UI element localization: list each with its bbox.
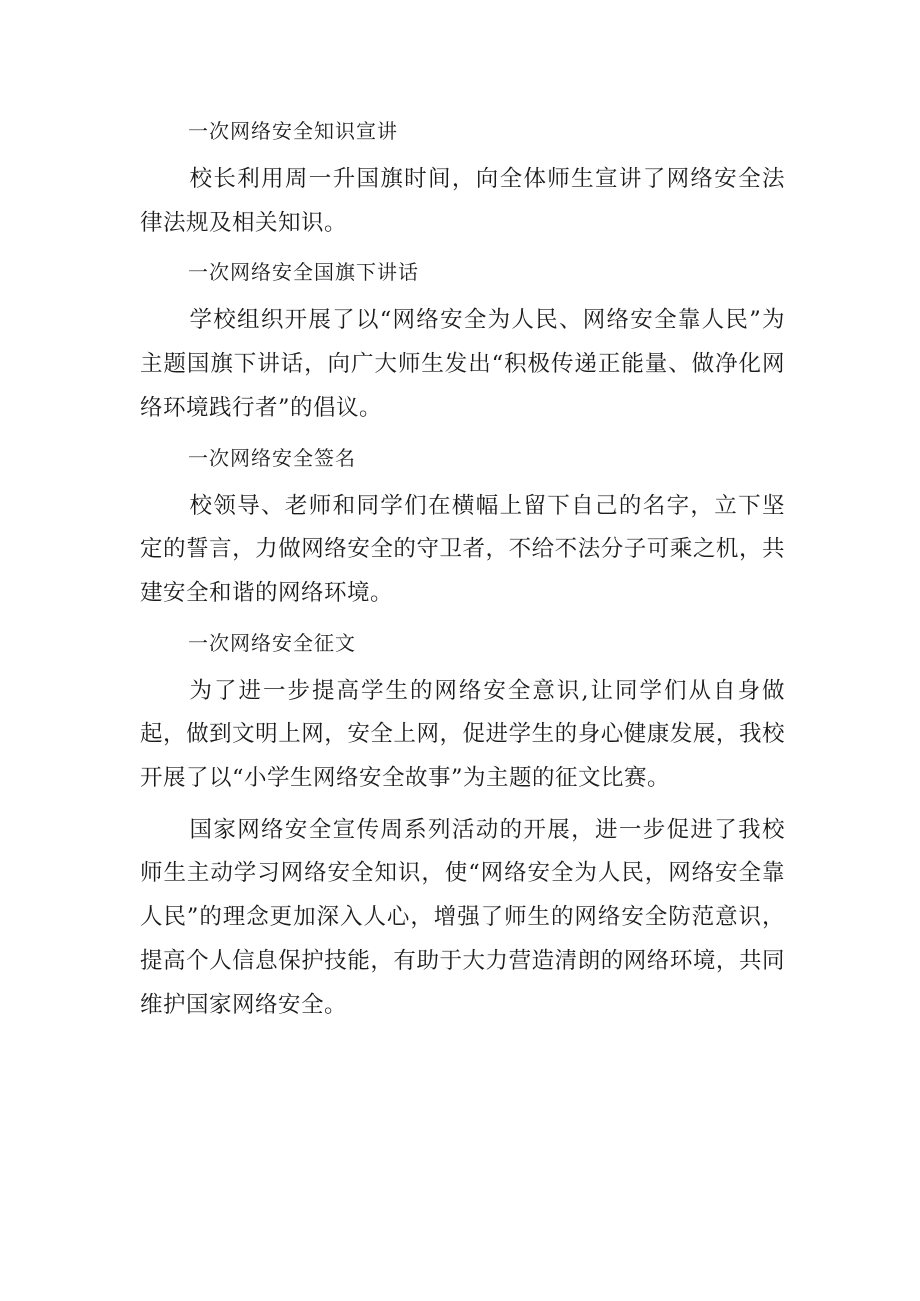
section-body: 校领导、老师和同学们在横幅上留下自己的名字，立下坚定的誓言，力做网络安全的守卫者，不给不法分子可乘之机，共建安全和谐的网络环境。 (140, 492, 785, 606)
section-heading: 一次网络安全国旗下讲话 (188, 260, 419, 285)
section-heading: 一次网络安全知识宣讲 (188, 119, 398, 143)
section-body: 为了进一步提高学生的网络安全意识,让同学们从自身做起，做到文明上网，安全上网，促进学生的身心健康发展，我校开展了以“小学生网络安全故事”为主题的征文比赛。 (140, 677, 785, 792)
section-heading: 一次网络安全签名 (188, 445, 356, 470)
section-body: 学校组织开展了以“网络安全为人民、网络安全靠人民”为主题国旗下讲话，向广大师生发出“积极传递正能量、做净化网络环境践行者”的倡议。 (140, 307, 785, 421)
document-page (140, 112, 785, 1035)
section-body: 校长利用周一升国旗时间，向全体师生宣讲了网络安全法律法规及相关知识。 (140, 166, 785, 236)
conclusion-paragraph: 国家网络安全宣传周系列活动的开展，进一步促进了我校师生主动学习网络安全知识，使“网络安全为人民，网络安全靠人民”的理念更加深入人心，增强了师生的网络安全防范意识，提高个人信息保护技能，有助于大力营造清朗的网络环境，共同维护国家网络安全。 (140, 816, 785, 1018)
section-heading: 一次网络安全征文 (188, 630, 356, 655)
